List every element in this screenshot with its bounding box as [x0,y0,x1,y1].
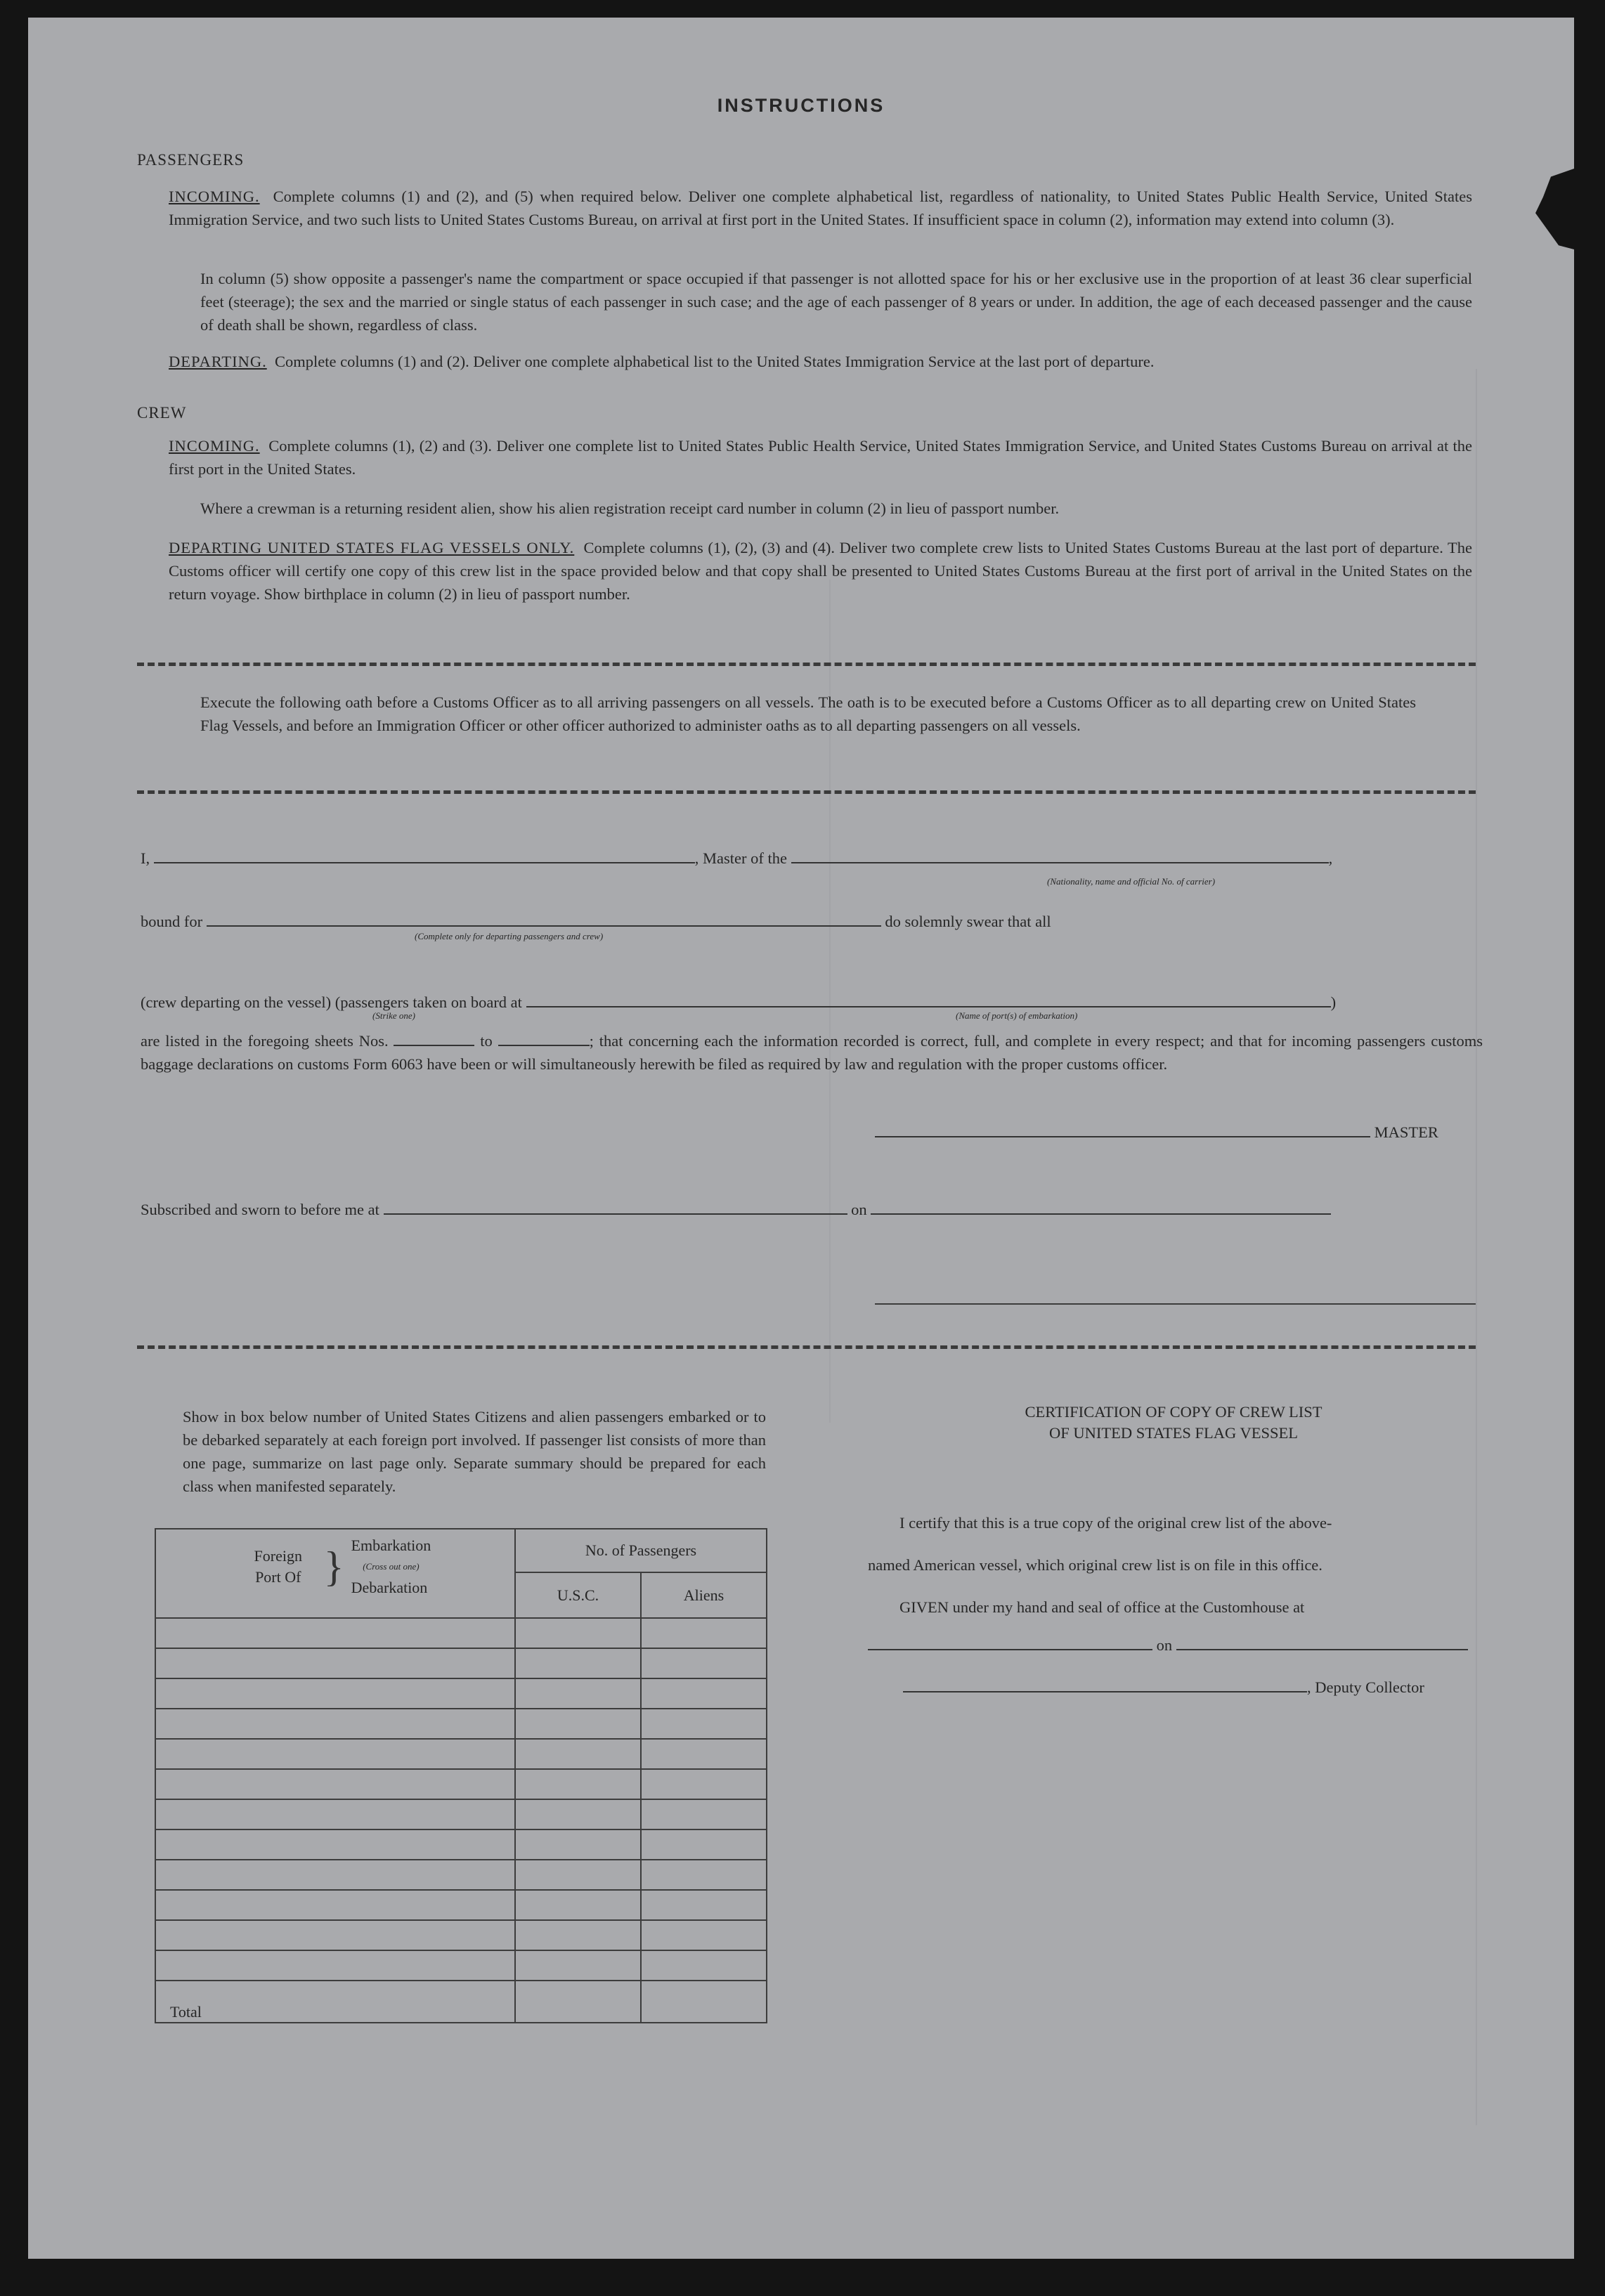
summary-instructions: Show in box below number of United States Citizens and alien passengers embarked or to be debarked separately at each foreign port involved. If passenger list consists of more than one page, summarize on last page only. Separate summary should be prepared for each class when manifested separately. [183,1408,766,1495]
departing-label: DEPARTING. [169,353,267,370]
port-cell[interactable] [155,1890,515,1920]
certification-date-field[interactable] [1176,1649,1468,1650]
aliens-cell[interactable] [641,1799,767,1829]
bound-for-field[interactable] [207,925,881,927]
crew-heading: CREW [137,404,187,422]
aliens-cell[interactable] [641,1648,767,1678]
given-line: GIVEN under my hand and seal of office at the Customhouse at [899,1598,1305,1616]
port-cell[interactable] [155,1920,515,1950]
sworn-on-label: on [851,1201,867,1218]
subscribed-line [141,1198,1483,1221]
port-cell[interactable] [155,1648,515,1678]
crewman-paragraph: Where a crewman is a returning resident alien, show his alien registration receipt card number in column (2) in lieu of passport number. [200,500,1060,517]
certification-on-label: on [1156,1636,1173,1654]
oath-i-label: I, [141,849,150,867]
carrier-caption: (Nationality, name and official No. of carrier) [1047,876,1216,887]
table-row [155,1618,767,1648]
table-row [155,1648,767,1678]
aliens-cell[interactable] [641,1950,767,1981]
aliens-cell[interactable] [641,1709,767,1739]
usc-cell[interactable] [515,1618,641,1648]
master-of-label: , Master of the [694,849,787,867]
port-cell[interactable] [155,1709,515,1739]
port-cell[interactable] [155,1829,515,1860]
usc-cell[interactable] [515,1739,641,1769]
deputy-signature-field[interactable] [903,1691,1307,1692]
certify-line-1: I certify that this is a true copy of the original crew list of the above- [899,1514,1332,1532]
usc-cell[interactable] [515,1678,641,1709]
bound-caption: (Complete only for departing passengers and crew) [415,931,604,941]
usc-cell[interactable] [515,1769,641,1799]
bound-for-label: bound for [141,913,203,930]
cross-out-label: (Cross out one) [363,1561,420,1572]
passengers-incoming-paragraph [169,185,1472,231]
passengers-departing-paragraph [169,350,1472,373]
table-row [155,1709,767,1739]
document-page [28,18,1574,2259]
certification-heading [857,1402,1490,1444]
crew-departing-label: (crew departing on the vessel) (passengers taken on board at [141,993,522,1011]
master-name-field[interactable] [154,862,695,863]
table-row [155,1769,767,1799]
certification-heading-line-1: CERTIFICATION OF COPY OF CREW LIST [1025,1403,1323,1421]
passenger-summary-table [155,1528,767,2023]
sworn-place-field[interactable] [384,1213,847,1215]
passengers-heading: PASSENGERS [137,151,245,169]
table-row [155,1920,767,1950]
certification-heading-line-2: OF UNITED STATES FLAG VESSEL [1048,1424,1299,1442]
crew-departing-text: Complete columns (1), (2), (3) and (4). Deliver two complete crew lists to United States Customs Bureau at the last port of departure. The Customs officer will certify one copy of this crew list in the space provided below and that copy shall be presented to United States Customs Bureau at the first port of arrival in the United States on the return voyage. Show birthplace in column (2) in lieu of passport number. [169,539,1473,603]
usc-label: U.S.C. [516,1573,642,1617]
usc-cell[interactable] [515,1709,641,1739]
oath-listed-paragraph [141,1029,1483,1076]
port-cell[interactable] [155,1950,515,1981]
master-signature-line [875,1121,1479,1144]
certification-text [868,1502,1486,1629]
crew-incoming-label: INCOMING. [169,437,260,455]
swear-label: do solemnly swear that all [885,913,1051,930]
aliens-cell[interactable] [641,1860,767,1890]
incoming-text: Complete columns (1) and (2), and (5) when required below. Deliver one complete alphabetical list, regardless of nationality, to United States Public Health Service, United States Immigration Service, and two such lists to United States Customs Bureau, on arrival at first port in the United States. If insufficient space in column (2), information may extend into column (3). [169,188,1473,228]
crew-incoming-paragraph [169,434,1472,481]
oath-intro-paragraph: Execute the following oath before a Customs Officer as to all arriving passengers on all vessels. The oath is to be executed before a Customs Officer as to all departing crew on United States Flag Vessels, and before an Immigration Officer or other officer authorized to administer oaths as to all departing passengers on all vessels. [200,693,1416,734]
certification-place-date-line [868,1633,1486,1657]
crew-departing-label: DEPARTING UNITED STATES FLAG VESSELS ONLY. [169,539,575,556]
master-label: MASTER [1374,1123,1438,1141]
aliens-cell[interactable] [641,1769,767,1799]
table-row [155,1799,767,1829]
table-row [155,1950,767,1981]
table-row [155,1739,767,1769]
port-cell[interactable] [155,1618,515,1648]
deputy-collector-label: , Deputy Collector [1307,1678,1424,1696]
oath-crew-departing-line [141,991,1483,1014]
usc-cell[interactable] [515,1890,641,1920]
oath-bound-line [141,910,1476,933]
close-paren: ) [1330,993,1337,1011]
section-divider [137,790,1476,794]
foreign-port-label: Foreign Port Of [254,1547,302,1586]
passengers-column5-paragraph: In column (5) show opposite a passenger's name the compartment or space occupied if that passenger is not allotted space for his or her exclusive use in the proportion of at least 36 clear superficial feet (steerage); the sex and the married or single status of each passenger in such case; and the age of each passenger of 8 years or under. In addition, the age of each deceased passenger and the cause of death shall be shown, regardless of class. [200,270,1472,334]
usc-cell[interactable] [515,1950,641,1981]
strike-one-caption: (Strike one) [372,1010,416,1021]
port-cell[interactable] [155,1739,515,1769]
debarkation-label: Debarkation [351,1579,428,1596]
aliens-cell[interactable] [641,1920,767,1950]
total-row [155,1981,767,2023]
sworn-date-field[interactable] [871,1213,1331,1215]
subscribed-label: Subscribed and sworn to before me at [141,1201,379,1218]
port-cell[interactable] [155,1860,515,1890]
usc-total-cell[interactable] [515,1981,641,2023]
aliens-total-cell[interactable] [641,1981,767,2023]
aliens-cell[interactable] [641,1618,767,1648]
master-signature-field[interactable] [875,1136,1370,1137]
deputy-collector-line [903,1676,1493,1699]
table-row [155,1860,767,1890]
no-passengers-label: No. of Passengers [516,1529,766,1573]
aliens-cell[interactable] [641,1890,767,1920]
aliens-cell[interactable] [641,1678,767,1709]
crew-departing-paragraph [169,536,1472,606]
usc-cell[interactable] [515,1648,641,1678]
certify-line-2: named American vessel, which original crew list is on file in this office. [868,1556,1323,1574]
port-cell[interactable] [155,1799,515,1829]
listed-to-label: to [480,1032,493,1050]
crew-incoming-text: Complete columns (1), (2) and (3). Deliver one complete list to United States Public Health Service, United States Immigration Service, and United States Customs Bureau on arrival at the first port in the United States. [169,437,1473,478]
table-row [155,1678,767,1709]
passengers-header-cell [515,1529,767,1618]
port-cell[interactable] [155,1769,515,1799]
table-row [155,1890,767,1920]
brace: } [323,1544,344,1590]
aliens-label: Aliens [683,1586,724,1604]
customhouse-field[interactable] [868,1649,1152,1650]
total-label: Total [155,1981,515,2023]
sheet-to-field[interactable] [498,1045,590,1046]
section-divider [137,663,1476,666]
aliens-cell[interactable] [641,1829,767,1860]
port-header-cell [155,1529,515,1618]
departing-text: Complete columns (1) and (2). Deliver one complete alphabetical list to the United States Immigration Service at the last port of departure. [274,353,1155,370]
ports-caption: (Name of port(s) of embarkation) [956,1010,1078,1021]
port-cell[interactable] [155,1678,515,1709]
section-divider [137,1345,1476,1349]
torn-corner [1535,169,1574,249]
oath-master-line: I, , Master of the , [141,849,1333,867]
table-row [155,1829,767,1860]
usc-cell[interactable] [515,1799,641,1829]
carrier-field[interactable] [791,862,1329,863]
usc-cell[interactable] [515,1860,641,1890]
aliens-cell[interactable] [641,1739,767,1769]
officer-signature-field[interactable] [875,1303,1476,1305]
listed-label-1: are listed in the foregoing sheets Nos. [141,1032,389,1050]
listed-label-2: ; that concerning each the information recorded is correct, full, and complete in every respect; and that for incoming passengers customs baggage declarations on customs Form 6063 have been or will simultaneously herewith be filed as required by law and regulation with the proper customs officer. [141,1032,1483,1073]
incoming-label: INCOMING. [169,188,260,205]
sheet-from-field[interactable] [394,1045,474,1046]
ports-field[interactable] [526,1006,1331,1007]
usc-cell[interactable] [515,1829,641,1860]
usc-cell[interactable] [515,1920,641,1950]
embarkation-label: Embarkation [351,1537,431,1554]
page-title: INSTRUCTIONS [717,95,885,116]
bleed-through-ruling [1476,369,1477,2125]
